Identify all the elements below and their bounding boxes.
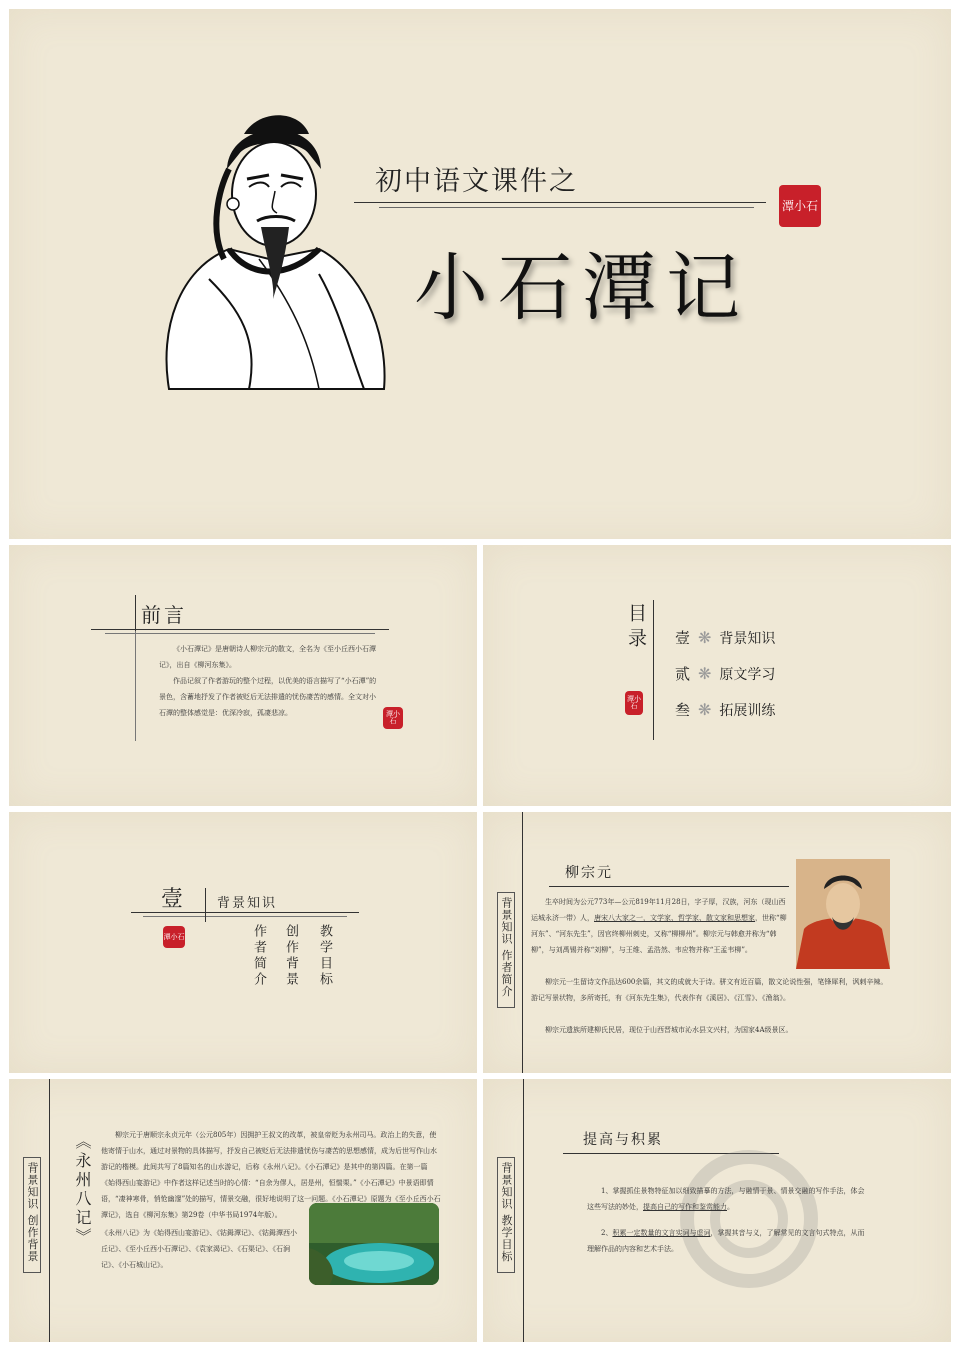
goals-paragraph-1 [587,1183,865,1215]
cover-underline-2 [379,207,754,208]
background-title: 《永州八记》 [73,1133,92,1247]
slide-contents[interactable] [483,545,951,806]
contents-item-2-num: 贰 [675,665,691,683]
cover-seal: 潭小石 [779,185,821,227]
background-paragraph-1: 柳宗元于唐顺宗永贞元年（公元805年）因拥护王叔文的改革，被皇帝贬为永州司马。政治上的失意，使他寄情于山水，通过对景物的具体描写，抒发自己被贬后无法排遣忧伤与凄苦的思想感情，成为后世写作山水游记的楷模。此间共写了8篇知名的山水游记，后称《永州八记》。《小石潭记》是其中的第四篇。在第一篇《始得西山宴游记》中作者这样记述当时的心情：“自余为僇人，居是州，恒惴栗。”《小石潭记》中景语即情语，“凄神寒骨，悄怆幽邃”处的描写，情景交融，很好地说明了这一问题。《小石潭记》原题为《至小丘西小石潭记》，选自《柳河东集》第29卷（中华书局1974年版）。 [101,1131,441,1219]
section-vline [205,888,206,922]
flower-icon: ❋ [698,664,712,683]
author-tab: 背景知识 作者简介 [497,892,515,1008]
author-p1a: 生卒时间为公元773年—公元819年11月28日，字子厚，汉族，河东（现山西运城永济一带）人， [531,898,786,922]
author-paragraph-3: 柳宗元遗族所建柳氏民居，现位于山西晋城市沁水县文兴村，为国家4A级景区。 [545,1026,793,1034]
preface-paragraph-1: 《小石潭记》是唐朝诗人柳宗元的散文，全名为《至小丘西小石潭记》，出自《柳河东集》。 [159,645,376,669]
background-vline [49,1079,50,1342]
contents-item-1[interactable] [675,627,775,648]
section-column-2[interactable]: 创作背景 [283,924,298,988]
author-vline [522,812,523,1073]
goals-p1-highlight: 提高自己的写作和鉴赏能力 [643,1203,727,1211]
contents-item-3[interactable] [675,699,775,720]
goals-p2a: 2、 [601,1229,613,1237]
goals-p1a: 1、掌握抓住景物特征加以细致描摹的方法，与融情于景、情景交融的写作手法，体会这些写法的妙处， [587,1187,865,1211]
goals-p2-highlight: 积累一定数量的文言实词与虚词 [612,1229,711,1237]
author-portrait-illustration [796,859,890,969]
goals-tab: 背景知识 教学目标 [497,1157,515,1273]
contents-vline [653,600,654,740]
section-hline [131,912,359,913]
pool-image-illustration [309,1203,439,1285]
slide-cover[interactable] [9,9,951,539]
preface-hline-2 [105,633,375,634]
contents-item-3-num: 叁 [675,701,691,719]
background-tab: 背景知识 创作背景 [23,1157,41,1273]
swirl-icon [679,1149,819,1289]
goals-paragraph-2 [587,1225,865,1257]
cover-underline [354,202,766,203]
slide-author[interactable] [483,812,951,1073]
slide-section-1[interactable] [9,812,477,1073]
portrait-illustration [149,109,399,399]
goals-p2b: ，掌握其音与义，了解常见的文言句式特点，从而理解作品的内容和艺术手法。 [587,1229,865,1253]
preface-title: 前言 [141,603,187,627]
contents-item-2-label: 原文学习 [719,666,776,683]
slide-background[interactable] [9,1079,477,1342]
section-column-3[interactable]: 教学目标 [317,924,332,988]
preface-seal: 潭小石 [383,707,403,729]
goals-p1b: 。 [727,1203,734,1211]
section-number: 壹 [161,887,184,912]
section-title: 背景知识 [217,896,278,911]
flower-icon: ❋ [698,700,712,719]
author-name: 柳宗元 [565,865,613,881]
author-paragraph-1 [531,894,791,958]
section-hline-2 [143,916,347,917]
section-seal: 潭小石 [163,926,185,948]
contents-item-3-label: 拓展训练 [719,702,776,719]
author-name-underline [549,886,789,887]
contents-item-2[interactable] [675,663,775,684]
cover-title: 小石潭记 [414,245,750,331]
slide-goals[interactable] [483,1079,951,1342]
preface-vline-long [135,631,136,741]
contents-item-1-num: 壹 [675,629,691,647]
flower-icon: ❋ [698,628,712,647]
section-column-1[interactable]: 作者简介 [251,924,266,988]
contents-seal: 潭小石 [625,691,643,715]
author-p1-highlight: 唐宋八大家之一，文学家、哲学家、散文家和思想家 [594,914,755,922]
contents-title: 目录 [625,603,647,653]
preface-paragraph-2: 作品记叙了作者游玩的整个过程，以优美的语言描写了“小石潭”的景色，含蓄地抒发了作者被贬后无法排遣的忧伤凄苦的感情。全文对小石潭的整体感觉是：优深冷寂，孤凄悲凉。 [159,677,377,717]
author-p1b: ，世称“柳河东”、“河东先生”，因官终柳州刺史，又称“柳柳州”。柳宗元与韩愈并称为“韩柳”，与刘禹锡并称“刘柳”，与王维、孟浩然、韦应物并称“王孟韦柳”。 [531,914,787,954]
preface-vline [135,595,136,631]
preface-hline [91,629,389,630]
cover-subtitle: 初中语文课件之 [375,166,578,197]
pool-image [309,1203,439,1285]
author-portrait [796,859,890,969]
contents-item-1-label: 背景知识 [719,630,776,647]
goals-vline [523,1079,524,1342]
slide-preface[interactable] [9,545,477,806]
author-paragraph-2: 柳宗元一生留诗文作品达600余篇，其文的成就大于诗。骈文有近百篇，散文论说性强，笔锋犀利，讽刺辛辣。游记写景状物，多所寄托，有《河东先生集》，代表作有《溪居》、《江雪》、《渔翁》。 [531,978,888,1002]
goals-title: 提高与积累 [583,1132,663,1148]
background-paragraph-2: 《永州八记》为《始得西山宴游记》、《钴鉧潭记》、《钴鉧潭西小丘记》、《至小丘西小石潭记》、《袁家渴记》、《石渠记》、《石涧记》、《小石城山记》。 [101,1229,297,1269]
